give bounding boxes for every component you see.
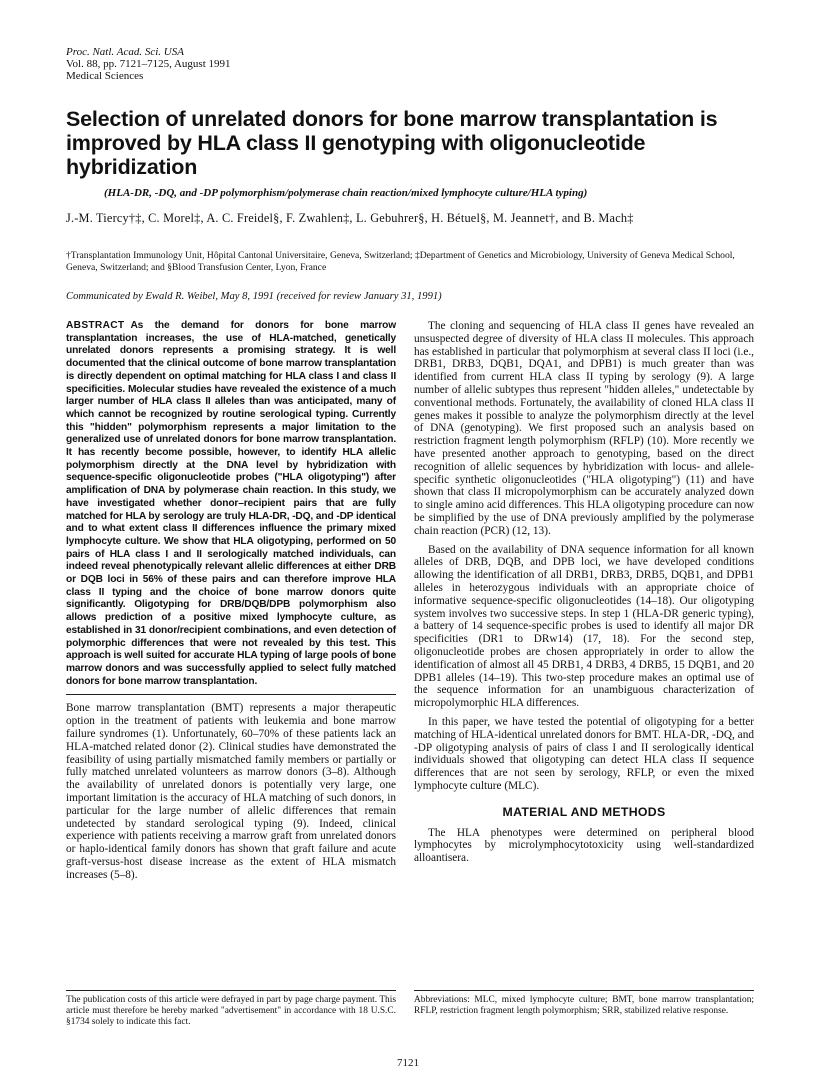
paragraph: In this paper, we have tested the potential of oligotyping for a better matching of HLA-identical unrelated donors for BMT. HLA-DR, -DQ, and -DP oligotyping analysis of pairs of class I and II serologically identical individuals showed that oligotyping can detect HLA class II sequence differences that are not seen by serology, RFLP, or even the mixed lymphocyte culture (MLC).: [414, 715, 754, 792]
paragraph: The cloning and sequencing of HLA class II genes have revealed an unsuspected degree of diversity of HLA class II molecules. This approach has established in particular that polymorphism at several class II loci (i.e., DRB1, DRB3, DQB1, DQA1, and DPB1) is much greater than was identified from current HLA class II typing by serology (9). A large number of allelic subtypes thus represent "hidden alleles," undetectable by conventional methods. Fortunately, the availability of cloned HLA class II genes makes it possible to analyze the polymorphism directly at the level of DNA (genotyping). We first proposed such an analysis based on restriction fragment length polymorphism (RFLP) (10). More recently we have presented another approach to genotyping, based on the direct recognition of allelic sequences by hybridization with locus- and allele-specific synthetic oligonucleotides ("HLA oligotyping") (11) and have shown that class II micropolymorphism can be accurately analyzed down to single amino acid differences. This HLA oligotyping procedure can now be simplified by the use of DNA previously amplified by the polymerase chain reaction (PCR) (12, 13).: [414, 320, 754, 537]
section-name: Medical Sciences: [66, 70, 144, 82]
volume-info: Vol. 88, pp. 7121–7125, August 1991: [66, 58, 231, 70]
paragraph: Bone marrow transplantation (BMT) represents a major therapeutic option in the treatment of patients with leukemia and bone marrow failure syndromes (1). Unfortunately, 60–70% of these patients lack an HLA-matched related donor (2). Clinical studies have demonstrated the feasibility of using partially mismatched family members or partially or fully matched unrelated volunteers as marrow donors (3–8). Although the availability of unrelated donors is potentially very large, one important limitation is the accuracy of HLA matching of such donors, in particular for the large number of allelic differences that remain undetected by standard serological typing (9). Indeed, clinical experience with patients receiving a marrow graft from unrelated donors or haplo-identical family donors has shown that graft failure and acute graft-versus-host disease increase as the extent of HLA mismatch increases (5–8).: [66, 702, 396, 881]
abstract: [66, 320, 396, 688]
right-column: [414, 320, 754, 871]
keywords: (HLA-DR, -DQ, and -DP polymorphism/polymerase chain reaction/mixed lymphocyte culture/HLA typing): [104, 187, 588, 199]
abbreviations-footnote: Abbreviations: MLC, mixed lymphocyte culture; BMT, bone marrow transplantation; RFLP, restriction fragment length polymorphism; SRR, stabilized relative response.: [414, 990, 754, 1017]
paragraph: The HLA phenotypes were determined on peripheral blood lymphocytes by microlymphocytotoxicity using well-standardized alloantisera.: [414, 826, 754, 865]
publication-cost-footnote: The publication costs of this article were defrayed in part by page charge payment. This article must therefore be hereby marked "advertisement" in accordance with 18 U.S.C. §1734 solely to indicate this fact.: [66, 990, 396, 1028]
left-column: [66, 320, 396, 882]
abstract-label: ABSTRACT: [66, 320, 125, 331]
journal-header: [66, 46, 231, 82]
communicated-line: Communicated by Ewald R. Weibel, May 8, 1991 (received for review January 31, 1991): [66, 291, 442, 302]
article-title: Selection of unrelated donors for bone marrow transplantation is improved by HLA class II genotyping with oligonucleotide hybridization: [66, 107, 718, 179]
paragraph: Based on the availability of DNA sequence information for all known alleles of DRB, DQB, and DPB loci, we have developed conditions allowing the identification of all DRB1, DRB3, DRB5, DQB1, and DPB1 alleles in heterozygous individuals with an appropriate choice of informative sequence-specific oligonucleotides (14–18). Our oligotyping system involves two successive steps. In step 1 (HLA-DR generic typing), a battery of 14 sequence-specific probes is used to identify all major DR specificities (DR1 to DRw14) (17, 18). For the second step, oligonucleotide probes are chosen appropriately in order to allow the identification of almost all 45 DRB1, 4 DRB3, 4 DRB5, 15 DQB1, and 20 DPB1 alleles (14–19). This two-step procedure makes an optimal use of the sequence information for an unambiguous characterization of micropolymorphic HLA differences.: [414, 543, 754, 710]
section-heading: MATERIAL AND METHODS: [502, 804, 666, 819]
left-body: [66, 702, 396, 881]
author-list: J.-M. Tiercy†‡, C. Morel‡, A. C. Freidel§, F. Zwahlen‡, L. Gebuhrer§, H. Bétuel§, M. Jeannet†, and B. Mach‡: [66, 211, 634, 225]
journal-name: Proc. Natl. Acad. Sci. USA: [66, 46, 184, 58]
abstract-divider: [66, 694, 396, 695]
affiliations: †Transplantation Immunology Unit, Hôpital Cantonal Universitaire, Geneva, Switzerland; ‡Department of Genetics and Microbiology, University of Geneva Medical School, Geneva, Switzerland; and §Blood Transfusion Center, Lyon, France: [66, 250, 735, 273]
abstract-text: As the demand for donors for bone marrow transplantation increases, the use of HLA-matched, genetically unrelated donors represents a promising strategy. It is well documented that the clinical outcome of bone marrow transplantation is directly dependent on optimal matching for HLA class I and class II specificities. Molecular studies have revealed the existence of a much larger number of HLA class II alleles than was anticipated, many of which cannot be recognized by routine serological typing. Currently this "hidden" polymorphism represents a major limitation to the generalized use of unrelated donors for bone marrow transplantation. It has recently become possible, however, to identify HLA allelic polymorphism directly at the DNA level by hybridization with sequence-specific oligonucleotide probes ("HLA oligotyping") after amplification of DNA by polymerase chain reaction. In this study, we have investigated whether donor–recipient pairs that are fully matched for HLA by serology are truly HLA-DR, -DQ, and -DP identical and to what extent class II differences influence the primary mixed lymphocyte culture. We show that HLA oligotyping, performed on 50 pairs of HLA class I and II serologically matched individuals, can indeed reveal phenotypically relevant allelic differences at either DRB or DQB loci in 56% of these pairs and can therefore improve HLA class II typing and the choice of bone marrow donors quite significantly. Oligotyping for DRB/DQB/DPB polymorphism also allows prediction of a positive mixed lymphocyte culture, as established in 31 donor/recipient combinations, and even detection of polymorphic differences that were not revealed by this test. This approach is well suited for accurate HLA typing of large pools of bone marrow donors and was successfully applied to select fully matched donors for bone marrow transplantation.: [66, 320, 396, 687]
page-number: 7121: [397, 1057, 419, 1069]
